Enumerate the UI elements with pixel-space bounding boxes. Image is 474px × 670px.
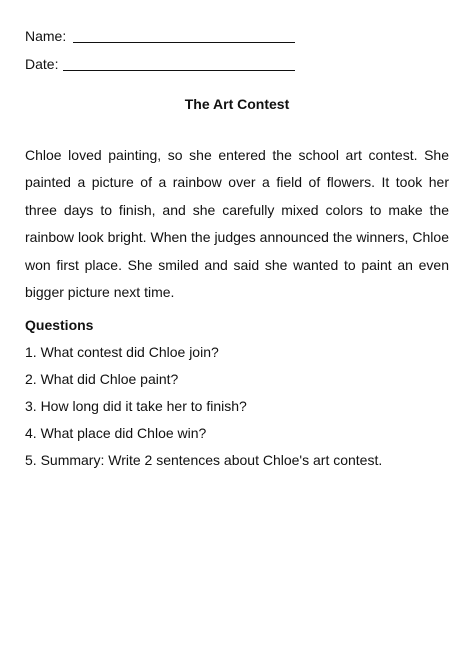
date-field-row [25, 55, 58, 73]
questions-list [25, 343, 449, 478]
story-paragraph: Chloe loved painting, so she entered the school art contest. She painted a picture of a rainbow over a field of flowers. It took her three days to finish, and she carefully mixed colors to make the rainbow look bright. When the judges announced the winners, Chloe won first place. She smiled and said she wanted to paint an even bigger picture next time. [25, 147, 449, 301]
question-item-4: 4. What place did Chloe win? [25, 425, 207, 441]
question-item-3: 3. How long did it take her to finish? [25, 398, 247, 414]
question-item-2: 2. What did Chloe paint? [25, 371, 179, 387]
date-label: Date: [25, 56, 59, 72]
questions-heading: Questions [25, 317, 94, 333]
name-blank-line[interactable] [73, 41, 295, 43]
name-label: Name: [25, 28, 67, 44]
question-item-1: 1. What contest did Chloe join? [25, 344, 219, 360]
question-item-5: 5. Summary: Write 2 sentences about Chloe's art contest. [25, 452, 383, 468]
story-title: The Art Contest [184, 96, 290, 112]
date-blank-line[interactable] [63, 69, 295, 71]
name-field-row [25, 27, 66, 45]
